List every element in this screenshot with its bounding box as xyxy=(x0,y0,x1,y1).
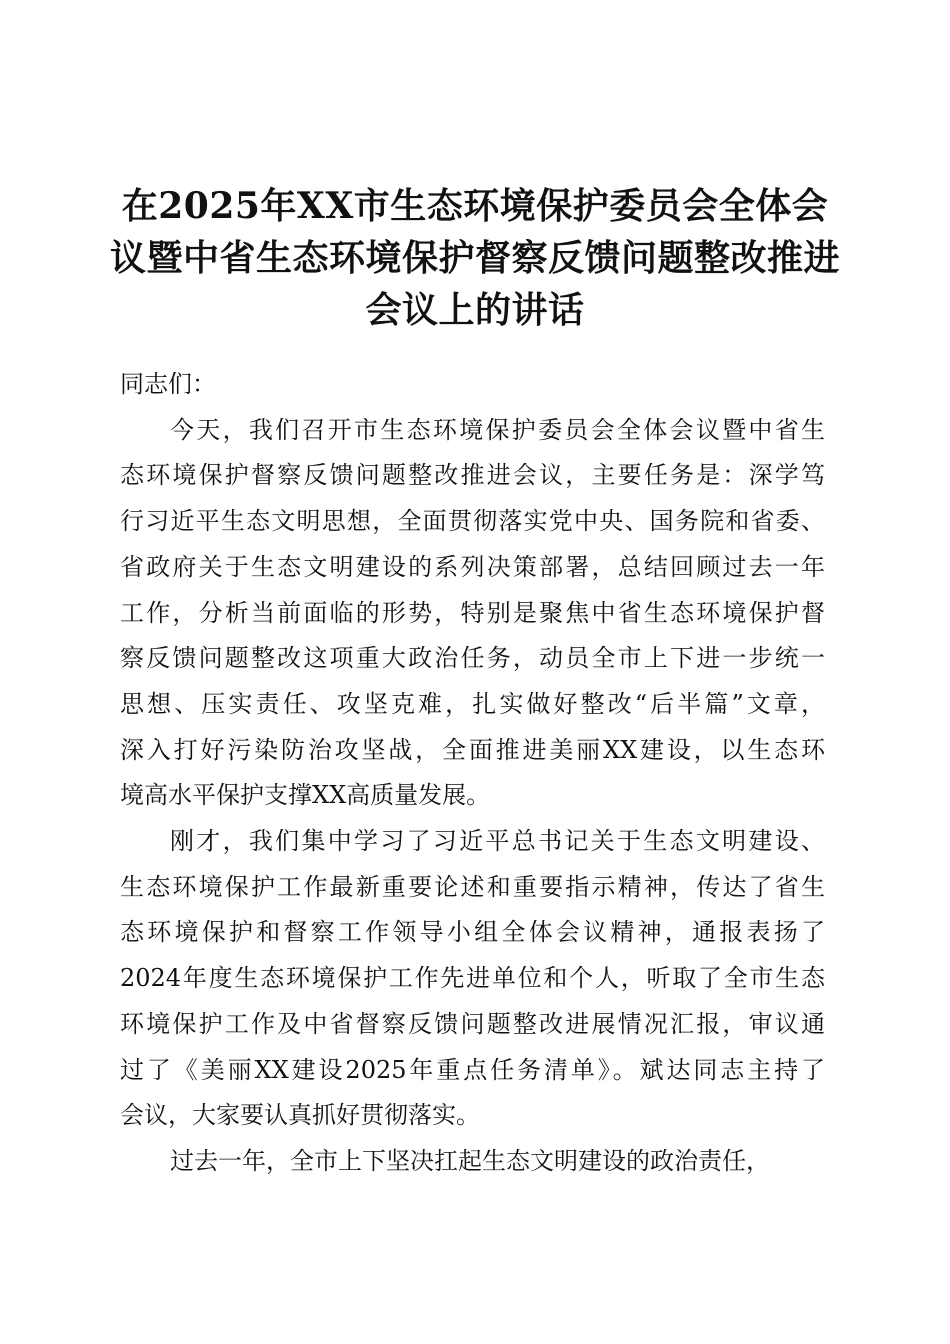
title-line: 会议上的讲话 xyxy=(365,289,585,331)
paragraph-1 xyxy=(120,408,825,819)
text-line: 深入打好污染防治攻坚战，全面推进美丽XX建设，以生态环 xyxy=(120,735,825,764)
text-line: 思想、压实责任、攻坚克难，扎实做好整改“后半篇”文章， xyxy=(120,689,825,718)
text-line: 2024年度生态环境保护工作先进单位和个人，听取了全市生态 xyxy=(120,964,825,993)
title-line: 议暨中省生态环境保护督察反馈问题整改推进 xyxy=(109,237,840,279)
document-body xyxy=(120,362,825,1185)
text-line: 过了《美丽XX建设2025年重点任务清单》。斌达同志主持了 xyxy=(120,1055,825,1084)
text-line: 境高水平保护支撑XX高质量发展。 xyxy=(120,781,491,810)
text-line: 刚才，我们集中学习了习近平总书记关于生态文明建设、 xyxy=(170,827,825,856)
paragraph-2 xyxy=(120,819,825,1139)
paragraph-3 xyxy=(120,1139,825,1185)
text-line: 态环境保护督察反馈问题整改推进会议，主要任务是：深学笃 xyxy=(120,461,825,490)
text-line: 过去一年，全市上下坚决扛起生态文明建设的政治责任， xyxy=(170,1146,770,1175)
text-line: 察反馈问题整改这项重大政治任务，动员全市上下进一步统一 xyxy=(120,644,825,673)
text-line: 环境保护工作及中省督察反馈问题整改进展情况汇报，审议通 xyxy=(120,1009,825,1038)
text-line: 工作，分析当前面临的形势，特别是聚焦中省生态环境保护督 xyxy=(120,598,825,627)
title-line: 在2025年XX市生态环境保护委员会全体会 xyxy=(121,185,829,227)
text-line: 态环境保护和督察工作领导小组全体会议精神，通报表扬了 xyxy=(120,918,825,947)
text-line: 省政府关于生态文明建设的系列决策部署，总结回顾过去一年 xyxy=(120,552,825,581)
salutation: 同志们： xyxy=(120,370,216,398)
text-line: 今天，我们召开市生态环境保护委员会全体会议暨中省生 xyxy=(170,415,825,444)
text-line: 行习近平生态文明思想，全面贯彻落实党中央、国务院和省委、 xyxy=(120,507,825,536)
document-title xyxy=(100,180,850,336)
text-line: 会议，大家要认真抓好贯彻落实。 xyxy=(120,1101,480,1130)
text-line: 生态环境保护工作最新重要论述和重要指示精神，传达了省生 xyxy=(120,872,825,901)
